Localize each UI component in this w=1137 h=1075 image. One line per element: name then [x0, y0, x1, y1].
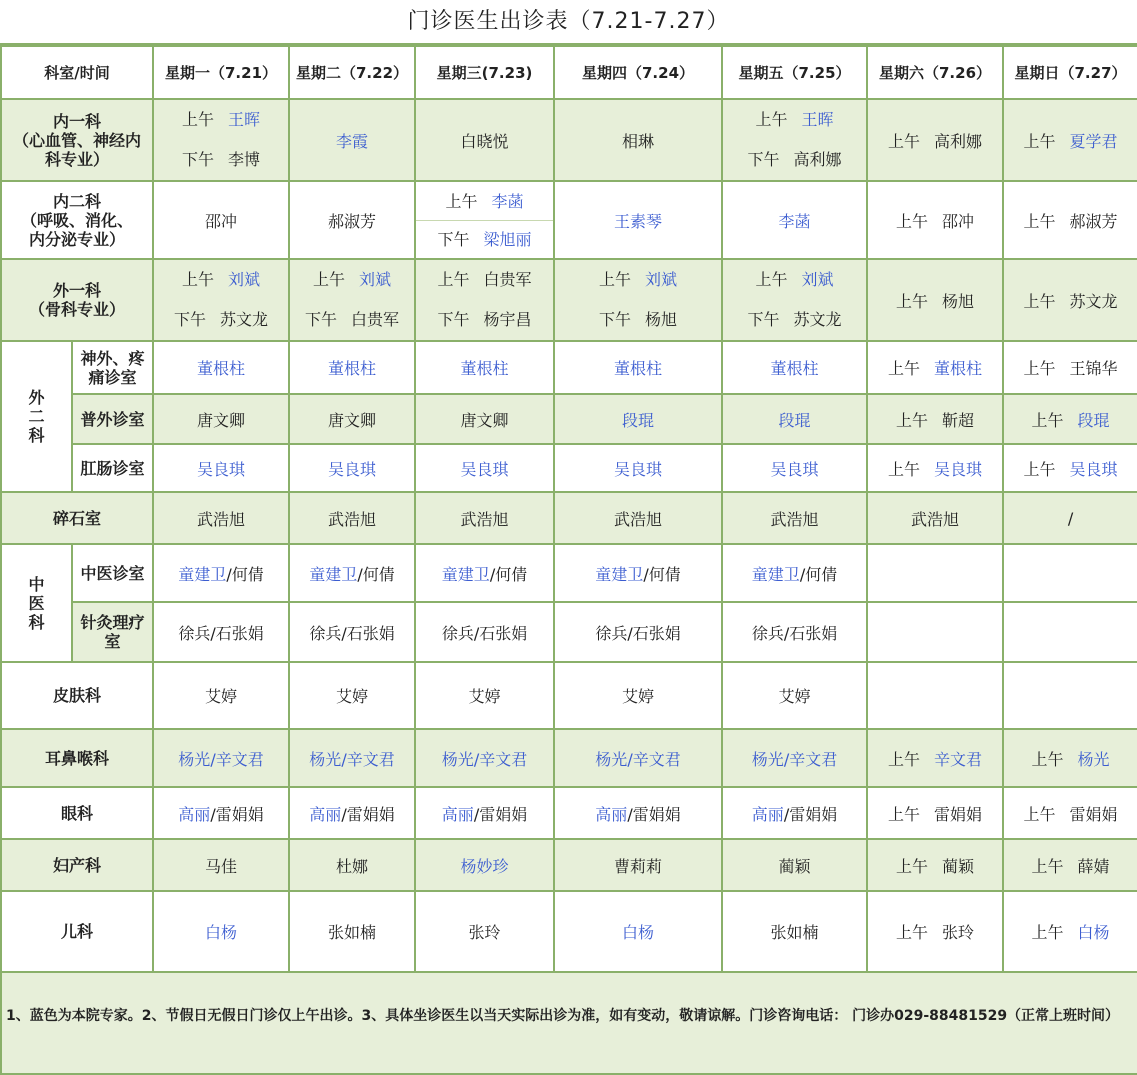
header-sunday: 星期日（7.27）	[1003, 46, 1137, 99]
doctor-name: 童建卫	[309, 564, 358, 584]
row-er	[1, 891, 1137, 972]
dept-specialty: 科专业）	[45, 149, 110, 169]
cell-nei1-sat	[867, 99, 1003, 181]
doctor-name: 辛文君	[789, 749, 838, 769]
dept-char: 科	[28, 426, 45, 445]
header-wednesday: 星期三(7.23)	[415, 46, 554, 99]
subdept-shenwai	[72, 341, 153, 394]
cell-ganchang-fri: 吴良琪	[722, 444, 867, 492]
am-label: 上午	[182, 110, 215, 129]
doctor-name: 辛文君	[934, 749, 983, 769]
cell-pifu-thu: 艾婷	[554, 662, 722, 729]
doctor-name: 白杨	[1077, 923, 1110, 942]
row-nei2	[1, 181, 1137, 259]
cell-zhenjiu-thu: 徐兵/石张娟	[554, 602, 722, 662]
subdept-puwai: 普外诊室	[72, 394, 153, 444]
cell-er-mon: 白杨	[153, 891, 289, 972]
doctor-name: 苏文龙	[220, 310, 269, 329]
cell-nei2-mon: 邵冲	[153, 181, 289, 259]
schedule-table	[0, 45, 1137, 1075]
doctor-name: 高丽	[309, 804, 342, 824]
cell-shenwai-thu: 董根柱	[554, 341, 722, 394]
page-title: 门诊医生出诊表（7.21-7.27）	[0, 0, 1137, 45]
doctor-name: 刘斌	[645, 270, 678, 289]
doctor-name: 吴良琪	[1069, 459, 1118, 479]
row-puwai	[1, 394, 1137, 444]
am-label: 上午	[599, 270, 632, 289]
cell-suishi-thu: 武浩旭	[554, 492, 722, 544]
cell-pifu-tue: 艾婷	[289, 662, 415, 729]
doctor-name: 杨旭	[645, 310, 678, 329]
dept-name: 外一科	[53, 281, 102, 300]
doctor-name: 高丽	[595, 804, 628, 824]
dept-char: 二	[28, 407, 45, 426]
dept-specialty: （心血管、神经内	[13, 130, 142, 150]
slash-separator: /	[783, 804, 790, 824]
slash-separator: /	[627, 804, 633, 824]
row-wai1	[1, 259, 1137, 341]
doctor-name: 童建卫	[751, 564, 800, 584]
cell-puwai-sun	[1003, 394, 1137, 444]
pm-label: 下午	[174, 310, 207, 329]
doctor-name: 童建卫	[595, 564, 644, 584]
cell-suishi-tue: 武浩旭	[289, 492, 415, 544]
row-fuchan	[1, 839, 1137, 891]
cell-erbi-sat	[867, 729, 1003, 787]
cell-puwai-fri: 段琨	[722, 394, 867, 444]
doctor-name: 薛婧	[1077, 856, 1110, 876]
row-shenwai	[1, 341, 1137, 394]
cell-zhongyi-wed	[415, 544, 554, 602]
cell-wai1-sun	[1003, 259, 1137, 341]
am-label: 上午	[888, 459, 921, 479]
cell-shenwai-mon: 董根柱	[153, 341, 289, 394]
dept-erbi: 耳鼻喉科	[1, 729, 153, 787]
cell-erbi-fri	[722, 729, 867, 787]
am-label: 上午	[888, 804, 921, 824]
pm-label: 下午	[182, 150, 215, 169]
doctor-name: 高利娜	[793, 150, 842, 169]
doctor-name: 雷娟娟	[789, 804, 838, 824]
cell-shenwai-sun	[1003, 341, 1137, 394]
doctor-name: 刘斌	[228, 270, 261, 289]
cell-suishi-sat: 武浩旭	[867, 492, 1003, 544]
cell-wai1-mon	[153, 259, 289, 341]
pm-label: 下午	[305, 310, 338, 329]
dept-wai2	[1, 341, 72, 492]
header-tuesday: 星期二（7.22）	[289, 46, 415, 99]
cell-fuchan-wed: 杨妙珍	[415, 839, 554, 891]
am-label: 上午	[896, 291, 929, 311]
doctor-name: 董根柱	[934, 359, 983, 378]
cell-nei2-tue: 郝淑芳	[289, 181, 415, 259]
header-monday: 星期一（7.21）	[153, 46, 289, 99]
cell-wai1-fri	[722, 259, 867, 341]
cell-nei1-tue: 李霞	[289, 99, 415, 181]
doctor-name: 何倩	[805, 564, 838, 584]
dept-yan: 眼科	[1, 787, 153, 839]
cell-zhongyi-thu	[554, 544, 722, 602]
slash-separator: /	[799, 564, 806, 584]
cell-puwai-mon: 唐文卿	[153, 394, 289, 444]
cell-zhongyi-sat	[867, 544, 1003, 602]
cell-fuchan-thu: 曹莉莉	[554, 839, 722, 891]
doctor-name: 白贵军	[483, 270, 532, 289]
am-label: 上午	[182, 270, 215, 289]
cell-zhenjiu-tue: 徐兵/石张娟	[289, 602, 415, 662]
cell-ganchang-thu: 吴良琪	[554, 444, 722, 492]
cell-yan-thu	[554, 787, 722, 839]
cell-puwai-wed: 唐文卿	[415, 394, 554, 444]
dept-char: 中	[28, 574, 45, 594]
doctor-name: 苏文龙	[1069, 291, 1118, 311]
cell-zhongyi-fri	[722, 544, 867, 602]
cell-nei1-sun	[1003, 99, 1137, 181]
doctor-name: 雷娟娟	[934, 804, 983, 824]
am-label: 上午	[1023, 291, 1056, 311]
doctor-name: 张玲	[942, 923, 975, 942]
doctor-name: 高丽	[441, 804, 474, 824]
doctor-name: 高利娜	[934, 131, 983, 151]
cell-pifu-wed: 艾婷	[415, 662, 554, 729]
doctor-name: 杨宇昌	[483, 310, 532, 329]
am-label: 上午	[888, 749, 921, 769]
doctor-name: 何倩	[362, 564, 395, 584]
doctor-name: 高丽	[178, 804, 211, 824]
cell-yan-mon	[153, 787, 289, 839]
cell-fuchan-tue: 杜娜	[289, 839, 415, 891]
cell-wai1-tue	[289, 259, 415, 341]
dept-pifu: 皮肤科	[1, 662, 153, 729]
am-label: 上午	[896, 211, 929, 231]
am-label: 上午	[755, 110, 788, 129]
doctor-name: 何倩	[495, 564, 528, 584]
cell-erbi-tue	[289, 729, 415, 787]
doctor-name: 杨光	[1077, 749, 1110, 769]
cell-puwai-thu: 段琨	[554, 394, 722, 444]
doctor-name: 梁旭丽	[483, 229, 532, 249]
am-label: 上午	[1023, 359, 1056, 378]
doctor-name: 杨光	[309, 749, 342, 769]
doctor-name: 李菡	[491, 191, 524, 211]
cell-ganchang-wed: 吴良琪	[415, 444, 554, 492]
dept-char: 医	[28, 593, 45, 613]
row-erbi	[1, 729, 1137, 787]
dept-fuchan: 妇产科	[1, 839, 153, 891]
slash-separator: /	[210, 749, 216, 769]
row-ganchang	[1, 444, 1137, 492]
doctor-name: 辛文君	[632, 749, 681, 769]
cell-suishi-mon: 武浩旭	[153, 492, 289, 544]
doctor-name: 何倩	[231, 564, 264, 584]
header-dept-time: 科室/时间	[1, 46, 153, 99]
am-label: 上午	[445, 191, 478, 211]
slash-separator: /	[226, 564, 232, 584]
dept-name: 内二科	[53, 191, 102, 211]
cell-pifu-fri: 艾婷	[722, 662, 867, 729]
cell-nei1-fri	[722, 99, 867, 181]
cell-zhongyi-tue	[289, 544, 415, 602]
cell-yan-wed	[415, 787, 554, 839]
cell-wai1-wed	[415, 259, 554, 341]
am-label: 上午	[1031, 923, 1064, 942]
cell-nei2-sun	[1003, 181, 1137, 259]
doctor-name: 杨光	[751, 749, 784, 769]
doctor-name: 吴良琪	[934, 459, 983, 479]
cell-fuchan-mon: 马佳	[153, 839, 289, 891]
cell-ganchang-mon: 吴良琪	[153, 444, 289, 492]
cell-nei1-thu: 相琳	[554, 99, 722, 181]
doctor-name: 童建卫	[178, 564, 227, 584]
doctor-name: 李博	[228, 150, 261, 169]
cell-erbi-sun	[1003, 729, 1137, 787]
cell-ganchang-sun	[1003, 444, 1137, 492]
doctor-name: 辛文君	[346, 749, 395, 769]
doctor-name: 王锦华	[1069, 359, 1118, 378]
doctor-name: 杨光	[441, 749, 474, 769]
cell-er-tue: 张如楠	[289, 891, 415, 972]
am-label: 上午	[1023, 131, 1056, 151]
cell-erbi-thu	[554, 729, 722, 787]
cell-nei1-mon	[153, 99, 289, 181]
dept-suishi: 碎石室	[1, 492, 153, 544]
row-suishi	[1, 492, 1137, 544]
cell-yan-sun	[1003, 787, 1137, 839]
cell-fuchan-sun	[1003, 839, 1137, 891]
doctor-name: 辛文君	[479, 749, 528, 769]
cell-erbi-mon	[153, 729, 289, 787]
cell-zhenjiu-sun	[1003, 602, 1137, 662]
cell-ganchang-tue: 吴良琪	[289, 444, 415, 492]
am-label: 上午	[1031, 410, 1064, 430]
dept-char: 科	[28, 612, 45, 632]
pm-label: 下午	[437, 310, 470, 329]
cell-zhenjiu-fri: 徐兵/石张娟	[722, 602, 867, 662]
cell-zhenjiu-sat	[867, 602, 1003, 662]
cell-er-sat	[867, 891, 1003, 972]
cell-suishi-wed: 武浩旭	[415, 492, 554, 544]
cell-pifu-sun	[1003, 662, 1137, 729]
cell-er-fri: 张如楠	[722, 891, 867, 972]
slash-separator: /	[341, 804, 347, 824]
row-pifu	[1, 662, 1137, 729]
pm-label: 下午	[599, 310, 632, 329]
cell-nei1-wed: 白晓悦	[415, 99, 554, 181]
slash-separator: /	[210, 804, 216, 824]
header-row	[1, 46, 1137, 99]
doctor-name: 靳超	[942, 410, 975, 430]
doctor-name: 何倩	[648, 564, 681, 584]
doctor-name: 夏学君	[1069, 131, 1118, 151]
cell-shenwai-tue: 董根柱	[289, 341, 415, 394]
dept-specialty: 内分泌专业）	[29, 229, 126, 249]
doctor-name: 白贵军	[351, 310, 400, 329]
dept-er: 儿科	[1, 891, 153, 972]
pm-label: 下午	[437, 229, 470, 249]
dept-nei1	[1, 99, 153, 181]
subdept-ganchang: 肛肠诊室	[72, 444, 153, 492]
doctor-name: 杨旭	[942, 291, 975, 311]
doctor-name: 刘斌	[801, 270, 834, 289]
cell-nei2-wed	[415, 181, 554, 259]
doctor-name: 刘斌	[359, 270, 392, 289]
subdept-zhongyi: 中医诊室	[72, 544, 153, 602]
cell-pifu-sat	[867, 662, 1003, 729]
cell-pifu-mon: 艾婷	[153, 662, 289, 729]
slash-separator: /	[357, 564, 363, 584]
am-label: 上午	[1023, 211, 1056, 231]
doctor-name: 雷娟娟	[632, 804, 681, 824]
header-friday: 星期五（7.25）	[722, 46, 867, 99]
cell-shenwai-sat	[867, 341, 1003, 394]
subdept-name: 神外、疼	[80, 348, 145, 368]
doctor-name: 邵冲	[942, 211, 975, 231]
cell-nei2-thu: 王素琴	[554, 181, 722, 259]
dept-name: 内一科	[53, 111, 102, 131]
slash-separator: /	[627, 749, 633, 769]
am-label: 上午	[1031, 749, 1064, 769]
cell-ganchang-sat	[867, 444, 1003, 492]
footnote: 1、蓝色为本院专家。2、节假日无假日门诊仅上午出诊。3、具体坐诊医生以当天实际出诊为准，如有变动，敬请谅解。门诊咨询电话： 门诊办029-88481529（正常上班时间）	[1, 972, 1137, 1074]
am-label: 上午	[313, 270, 346, 289]
am-label: 上午	[888, 359, 921, 378]
cell-wai1-thu	[554, 259, 722, 341]
header-thursday: 星期四（7.24）	[554, 46, 722, 99]
dept-specialty: （骨科专业）	[29, 300, 126, 319]
doctor-name: 王晖	[801, 110, 834, 129]
cell-yan-fri	[722, 787, 867, 839]
cell-zhongyi-sun	[1003, 544, 1137, 602]
doctor-name: 童建卫	[441, 564, 490, 584]
cell-shenwai-wed: 董根柱	[415, 341, 554, 394]
header-saturday: 星期六（7.26）	[867, 46, 1003, 99]
cell-suishi-sun: /	[1003, 492, 1137, 544]
slash-separator: /	[341, 749, 347, 769]
am-label: 上午	[896, 923, 929, 942]
doctor-name: 辛文君	[215, 749, 264, 769]
am-label: 上午	[896, 856, 929, 876]
doctor-name: 雷娟娟	[1069, 804, 1118, 824]
doctor-name: 王晖	[228, 110, 261, 129]
dept-wai1	[1, 259, 153, 341]
cell-puwai-tue: 唐文卿	[289, 394, 415, 444]
pm-label: 下午	[747, 310, 780, 329]
slash-separator: /	[473, 749, 480, 769]
dept-zhongyi	[1, 544, 72, 662]
cell-zhongyi-mon	[153, 544, 289, 602]
cell-zhenjiu-wed: 徐兵/石张娟	[415, 602, 554, 662]
doctor-name: 蔺颖	[942, 856, 975, 876]
row-footnote	[1, 972, 1137, 1074]
cell-erbi-wed	[415, 729, 554, 787]
am-label: 上午	[896, 410, 929, 430]
cell-er-thu: 白杨	[554, 891, 722, 972]
cell-puwai-sat	[867, 394, 1003, 444]
slash-separator: /	[473, 804, 480, 824]
cell-nei2-fri: 李菡	[722, 181, 867, 259]
dept-specialty: （呼吸、消化、	[21, 210, 134, 230]
subdept-name: 痛诊室	[88, 367, 137, 387]
cell-wai1-sat	[867, 259, 1003, 341]
cell-shenwai-fri: 董根柱	[722, 341, 867, 394]
cell-zhenjiu-mon: 徐兵/石张娟	[153, 602, 289, 662]
am-label: 上午	[1023, 459, 1056, 479]
doctor-name: 高丽	[751, 804, 784, 824]
cell-yan-sat	[867, 787, 1003, 839]
dept-char: 外	[28, 388, 45, 407]
doctor-name: 雷娟娟	[346, 804, 395, 824]
am-label: 上午	[755, 270, 788, 289]
doctor-name: 段琨	[1077, 410, 1110, 430]
doctor-name: 雷娟娟	[479, 804, 528, 824]
pm-label: 下午	[747, 150, 780, 169]
row-nei1	[1, 99, 1137, 181]
dept-nei2	[1, 181, 153, 259]
subdept-zhenjiu	[72, 602, 153, 662]
subdept-name: 室	[104, 632, 121, 651]
am-label: 上午	[888, 131, 921, 151]
slash-separator: /	[643, 564, 649, 584]
doctor-name: 杨光	[178, 749, 211, 769]
cell-fuchan-fri: 蔺颖	[722, 839, 867, 891]
cell-er-wed: 张玲	[415, 891, 554, 972]
row-zhenjiu	[1, 602, 1137, 662]
am-label: 上午	[437, 270, 470, 289]
cell-er-sun	[1003, 891, 1137, 972]
cell-nei2-sat	[867, 181, 1003, 259]
slash-separator: /	[489, 564, 496, 584]
doctor-name: 雷娟娟	[215, 804, 264, 824]
cell-fuchan-sat	[867, 839, 1003, 891]
am-label: 上午	[1031, 856, 1064, 876]
am-label: 上午	[1023, 804, 1056, 824]
subdept-name: 针灸理疗	[80, 613, 145, 632]
cell-yan-tue	[289, 787, 415, 839]
row-yan	[1, 787, 1137, 839]
row-zhongyi	[1, 544, 1137, 602]
cell-suishi-fri: 武浩旭	[722, 492, 867, 544]
doctor-name: 郝淑芳	[1069, 211, 1118, 231]
doctor-name: 杨光	[595, 749, 628, 769]
slash-separator: /	[783, 749, 790, 769]
doctor-name: 苏文龙	[793, 310, 842, 329]
